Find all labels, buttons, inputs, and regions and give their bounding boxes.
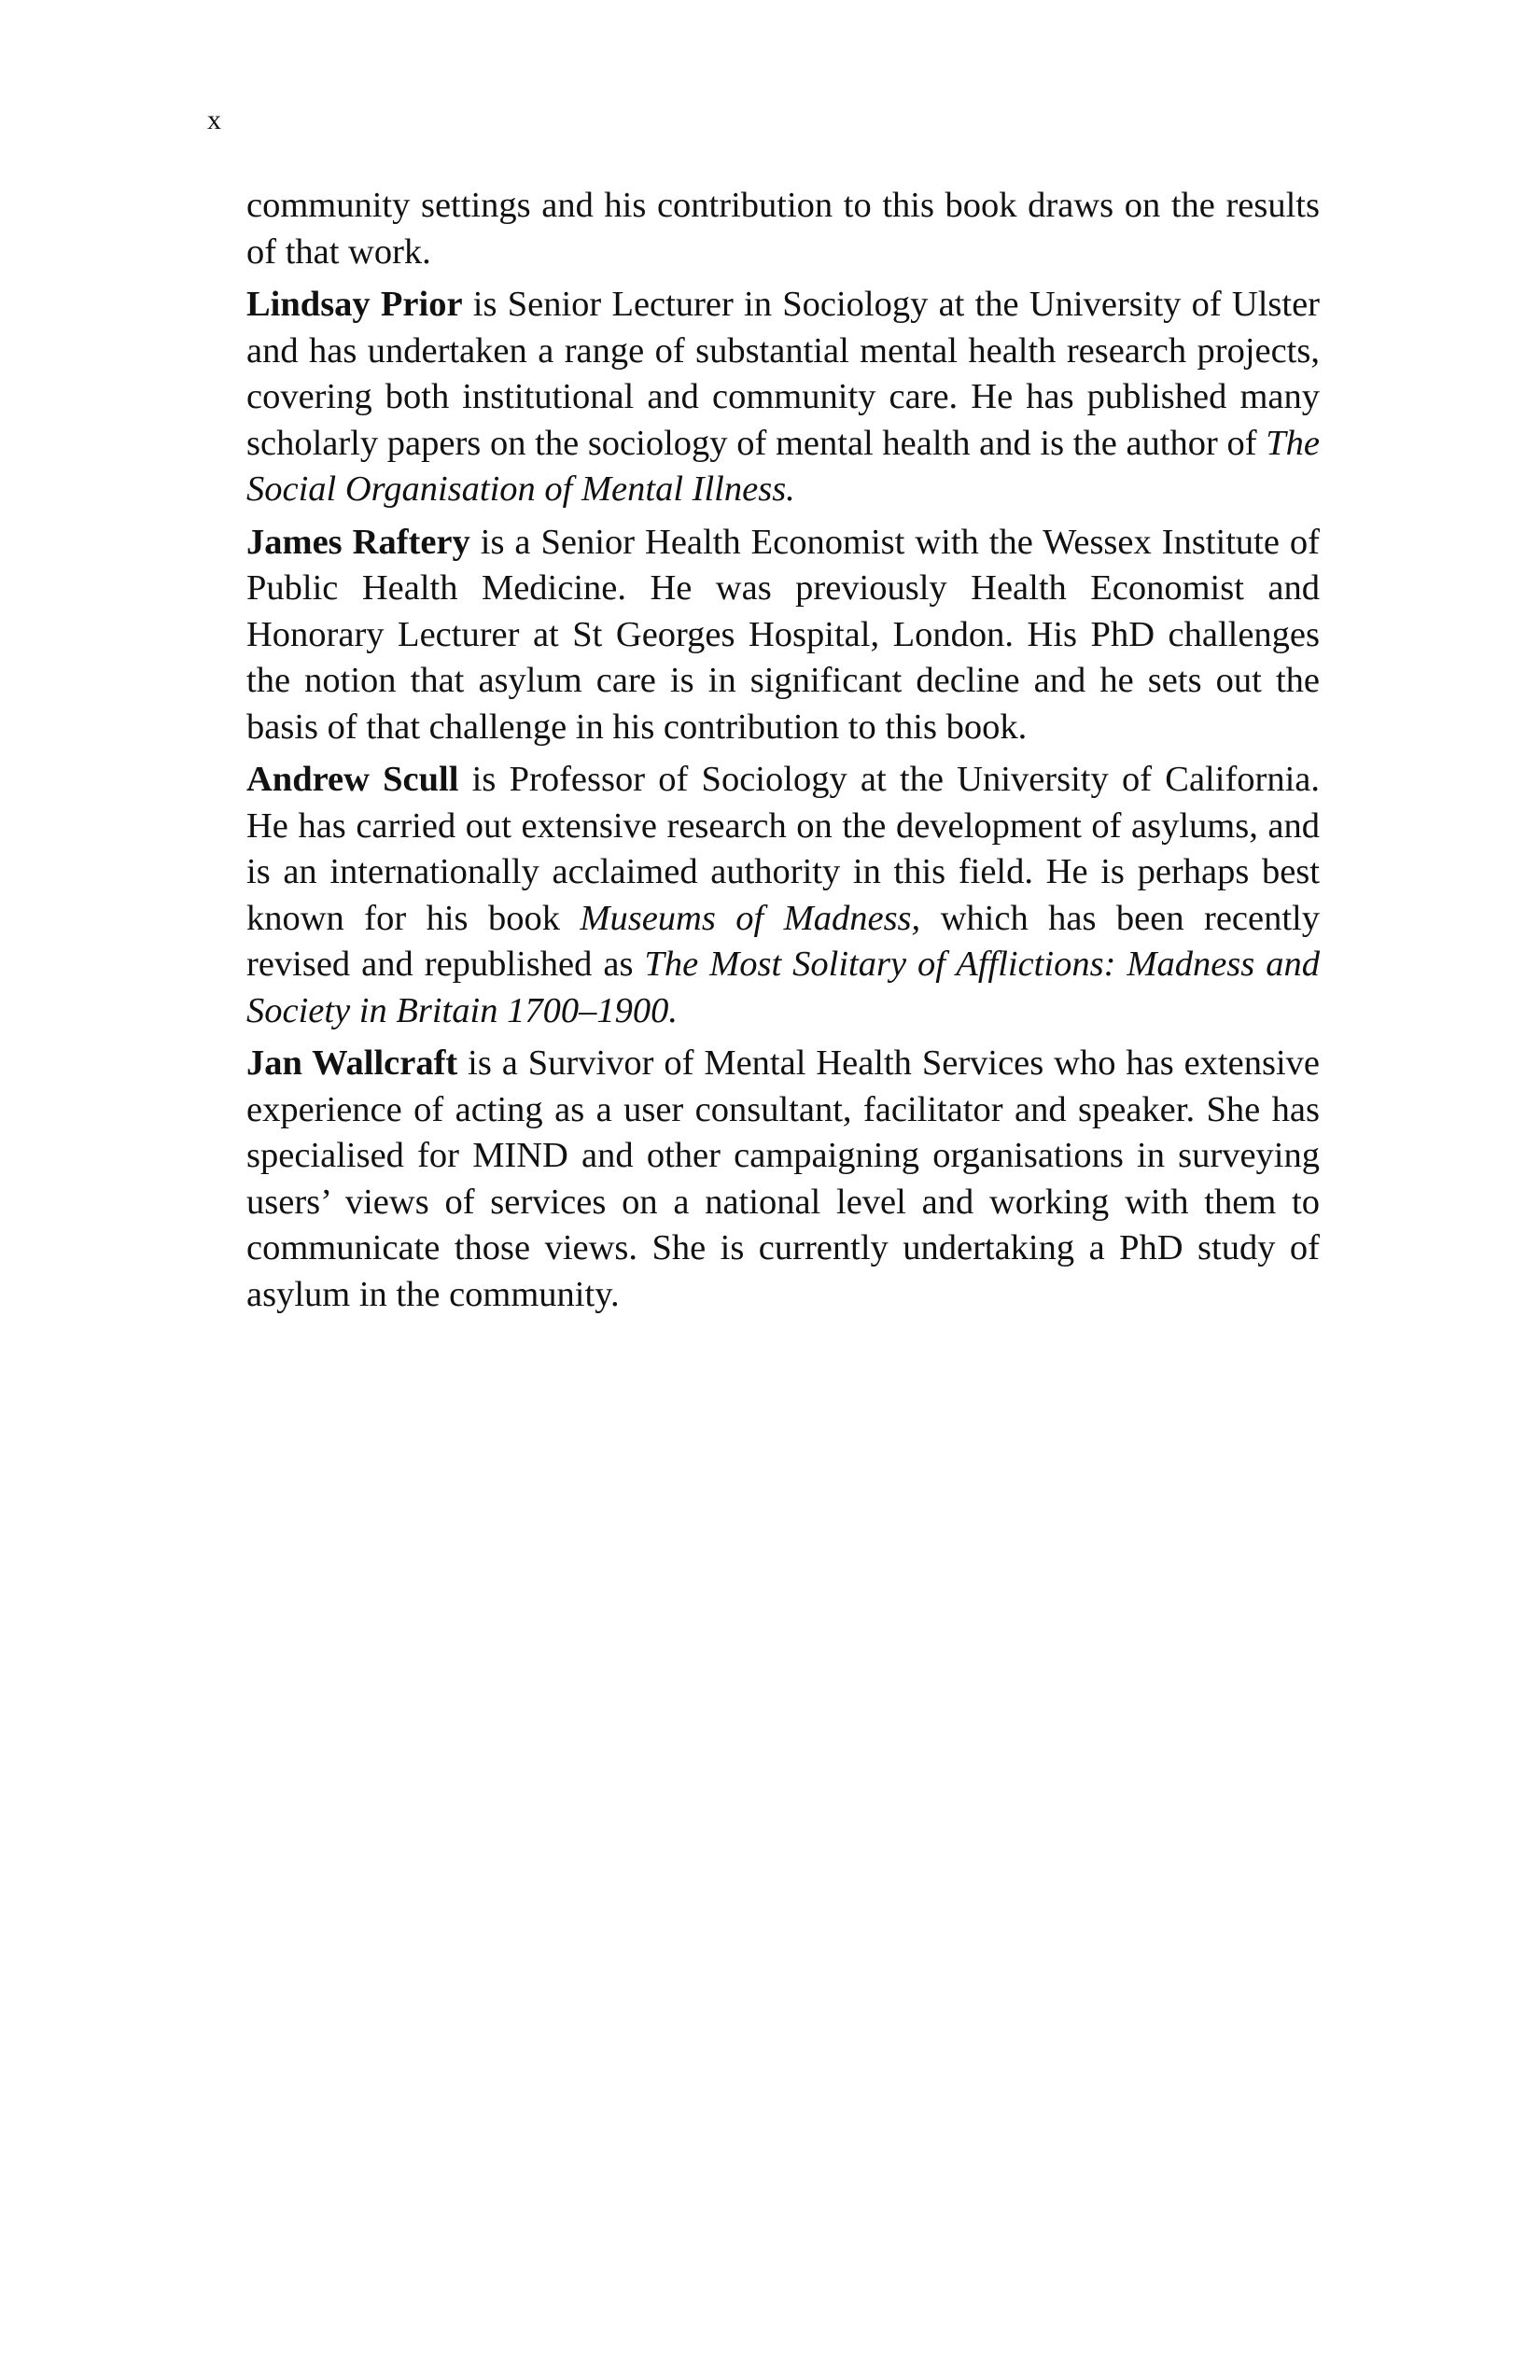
contributor-bio-james-raftery (246, 520, 1320, 751)
book-title: The Social Organisation of Mental Illness. (246, 423, 1320, 509)
contributor-name: James Raftery (246, 522, 470, 562)
contributor-continuation (246, 183, 1320, 275)
bio-text: is Senior Lecturer in Sociology at the University of Ulster and has undertaken a range of substantial mental health research projects, covering both institutional and community care. He has published many scholarly papers on the sociology of mental health and is the author of (246, 285, 1321, 463)
bio-text: which has been recently revised and republished as (246, 898, 1321, 984)
book-title: Museums of Madness, (580, 898, 921, 938)
bio-text: is a Survivor of Mental Health Services who has extensive experience of acting as a user consultant, facilitator and speaker. She has specialised for MIND and other campaigning organisations in surveying users’ views of services on a national level and working with them to communicate those views. She is currently undertaking a PhD study of asylum in the community. (246, 1043, 1320, 1314)
contributor-name: Lindsay Prior (246, 285, 463, 324)
contributor-name: Jan Wallcraft (246, 1043, 458, 1083)
contributor-name: Andrew Scull (246, 760, 459, 799)
contributor-bio-jan-wallcraft (246, 1041, 1320, 1318)
page-number: x (207, 105, 221, 135)
book-title: The Most Solitary of Afflictions: Madness and Society in Britain 1700–1900. (246, 945, 1320, 1030)
contributors-list (246, 183, 1320, 1324)
contributor-bio-andrew-scull (246, 757, 1320, 1034)
continuation-text: community settings and his contribution to this book draws on the results of that work. (246, 186, 1320, 272)
bio-text: is Professor of Sociology at the University of California. He has carried out extensive research on the development of asylums, and is an internationally acclaimed authority in this field. He is perhaps best known for his book (246, 760, 1320, 938)
bio-text: is a Senior Health Economist with the Wessex Institute of Public Health Medicine. He was previously Health Economist and Honorary Lecturer at St Georges Hospital, London. His PhD challenges the notion that asylum care is in significant decline and he sets out the basis of that challenge in his contribution to this book. (246, 522, 1320, 747)
contributor-bio-lindsay-prior (246, 282, 1320, 513)
